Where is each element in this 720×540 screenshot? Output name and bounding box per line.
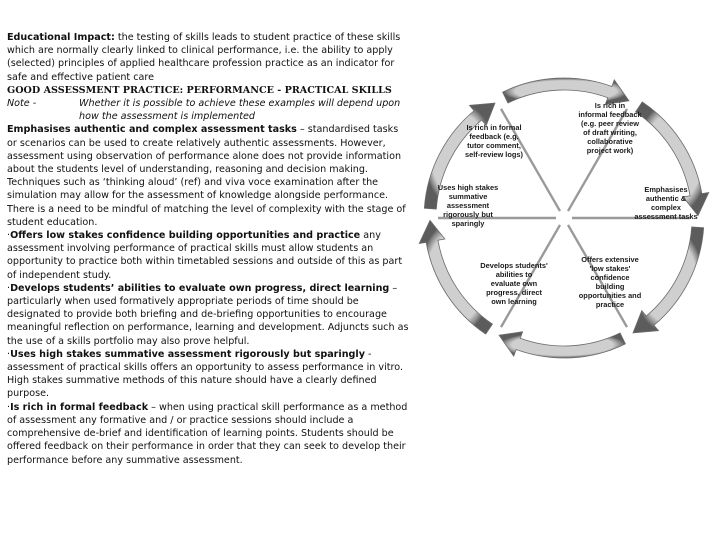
cycle-label-line: informal feedback — [578, 110, 642, 119]
paragraph-text: – when using practical skill performance as a method of assessment any formative and / or practice sessions should include a comprehensive de-brief and identification of learning points. Students should be offered feedback on their performance in order that they can seek to develop their performance before any summative assessment. — [7, 401, 408, 466]
paragraph-lead: Offers low stakes confidence building opportunities and practice — [10, 230, 361, 242]
paragraph-text: – standardised tasks or scenarios can be used to create relatively authentic assessments. However, assessment using observation of performance alone does not provide information about the students level of understanding, reasoning and decision making. Techniques such as ‘thinking aloud’ (ref) and viva voce examination after the simulation may allow for the assessment of knowledge alongside performance. There is a need to be mindful of matching the level of complexity with the stage of student education. — [7, 124, 406, 228]
cycle-label-line: 'low stakes' — [589, 264, 631, 273]
note — [7, 97, 411, 123]
cycle-label-line: practice — [595, 300, 625, 309]
educational-impact — [7, 31, 411, 84]
paragraph-low-stakes: ·Offers low stakes confidence building opportunities and practice any assessment involving performance of practical skills must allow students an opportunity to practice both within timetabled sessions and outside of this as part of independent study. — [7, 230, 403, 281]
cycle-label-line: feedback (e.g. — [469, 132, 519, 141]
note-label: Note - — [7, 98, 37, 110]
cycle-label-line: opportunities and — [578, 291, 642, 300]
cycle-label-line: rigorously but — [443, 210, 493, 219]
paragraph-lead: Develops students’ abilities to evaluate own progress, direct learning — [10, 282, 390, 294]
cycle-label-line: authentic & — [645, 194, 687, 203]
paragraph-formal-feedback: ·Is rich in formal feedback – when using practical skill performance as a method of assessment any formative and / or practice sessions should include a comprehensive de-brief and identification of learning points. Students should be offered feedback on their performance in order that they can seek to develop their performance before any summative assessment. — [7, 401, 408, 466]
paragraph-authentic-tasks — [7, 123, 411, 229]
cycle-label-line: assessment tasks — [634, 212, 698, 221]
cycle-label-line: progress, direct — [486, 288, 542, 297]
cycle-label-line: project work) — [586, 146, 634, 155]
cycle-label-line: tutor comment, — [467, 141, 521, 150]
paragraph-text: – particularly when used formatively appropriate periods of time should be designated to provide both briefing and de-briefing opportunities to encourage meaningful reflection on performance, learning and development. Adjuncts such as the use of a skills portfolio may also prove helpful. — [7, 282, 409, 347]
cycle-label-line: self-review logs) — [465, 150, 523, 159]
cycle-label-line: sparingly — [451, 219, 485, 228]
cycle-label-line: Offers extensive — [581, 255, 639, 264]
cycle-label-line: Is rich in formal — [466, 123, 522, 132]
cycle-label-line: evaluate own — [490, 279, 538, 288]
cycle-label-line: Uses high stakes — [437, 183, 499, 192]
cycle-label-line: (e.g. peer review — [581, 119, 639, 128]
paragraph-high-stakes: ·Uses high stakes summative assessment rigorously but sparingly -assessment of practical skills offers an opportunity to assess performance in vitro. High stakes summative methods of this nature should have a clearly defined purpose. — [7, 348, 403, 400]
note-text: Whether it is possible to achieve these examples will depend upon how the assessment is implemented — [79, 98, 401, 123]
cycle-label — [578, 101, 642, 155]
cycle-label-line: assessment — [446, 201, 490, 210]
cycle-label-line: complex — [651, 203, 681, 212]
paragraph-text: any assessment involving performance of practical skills must allow students an opportunity to practice both within timetabled sessions and outside of this as part of independent study. — [7, 230, 403, 281]
cycle-label-line: Emphasises — [644, 185, 688, 194]
paragraph-evaluate-progress: ·Develops students’ abilities to evaluate own progress, direct learning – particularly when used formatively appropriate periods of time should be designated to provide both briefing and de-briefing opportunities to encourage meaningful reflection on performance, learning and development. Adjuncts such as the use of a skills portfolio may also prove helpful. — [7, 282, 409, 347]
cycle-label — [465, 123, 523, 159]
cycle-label-line: Develops students' — [480, 261, 548, 270]
cycle-label-line: confidence — [590, 273, 630, 282]
paragraph-text: -assessment of practical skills offers an opportunity to assess performance in vitro. High stakes summative methods of this nature should have a clearly defined purpose. — [7, 348, 403, 400]
paragraph-lead: Emphasises authentic and complex assessment tasks — [7, 124, 297, 136]
text-column — [7, 31, 411, 467]
impact-text: the testing of skills leads to student practice of these skills which are normally clearly linked to clinical performance, i.e. the ability to apply (selected) principles of applied healthcare profession practice as an indicator for safe and effective patient care — [7, 32, 401, 83]
cycle-label-line: collaborative — [587, 137, 633, 146]
cycle-label-line: summative — [448, 192, 488, 201]
cycle-label-line: of draft writing, — [583, 128, 637, 137]
cycle-label-line: own learning — [491, 297, 537, 306]
cycle-label-line: Is rich in — [594, 101, 626, 110]
impact-heading: Educational Impact: — [7, 32, 115, 43]
cycle-label-line: building — [595, 282, 625, 291]
paragraph-lead: Uses high stakes summative assessment rigorously but sparingly — [10, 348, 365, 360]
section-title: GOOD ASSESSMENT PRACTICE: PERFORMANCE - PRACTICAL SKILLS — [7, 84, 392, 96]
paragraph-lead: Is rich in formal feedback — [10, 401, 149, 413]
assessment-cycle-diagram — [414, 72, 714, 364]
cycle-label-line: abilities to — [495, 270, 533, 279]
